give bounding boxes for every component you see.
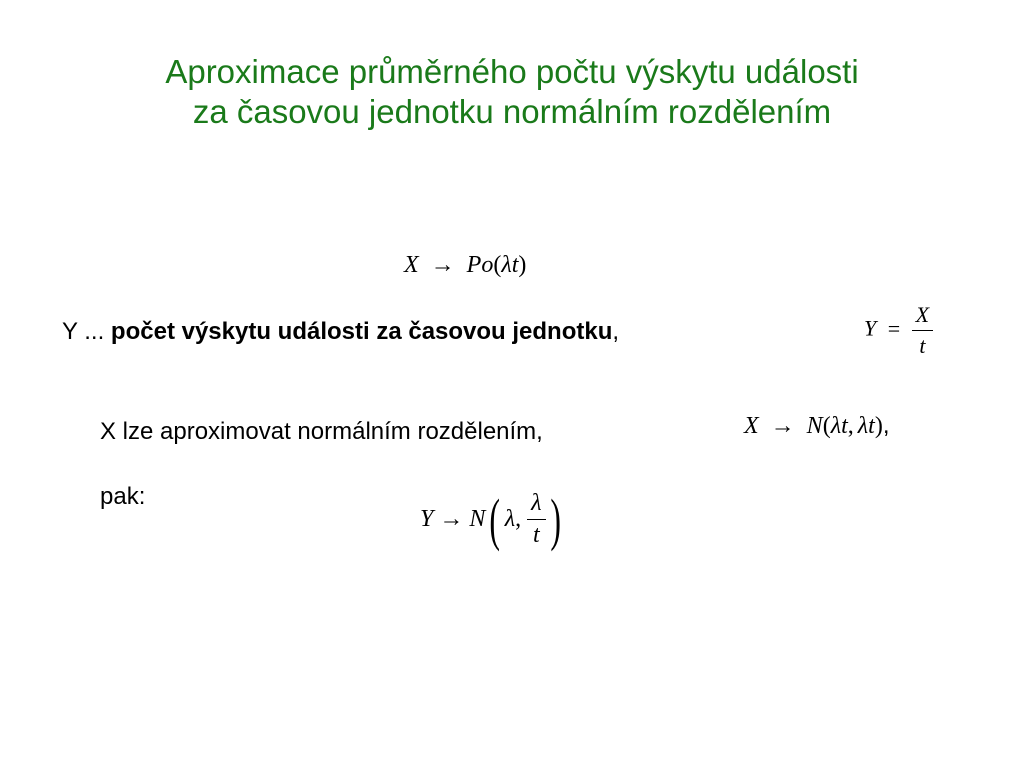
y-prefix: Y ... xyxy=(62,318,111,345)
x-eq-arg2: λt xyxy=(857,413,875,439)
final-arrow: → xyxy=(439,506,464,532)
eq1-open-paren: ( xyxy=(493,252,502,278)
final-arg1: λ xyxy=(504,506,516,532)
y-suffix: , xyxy=(612,318,620,345)
final-open-paren: ( xyxy=(489,486,501,552)
eq1-arg: λt xyxy=(501,252,519,278)
final-close-paren: ) xyxy=(549,486,561,552)
eq1-dist: Po xyxy=(466,252,494,278)
x-eq-sep: , xyxy=(847,413,854,439)
final-frac-den: t xyxy=(532,522,540,548)
normal-approx-equation xyxy=(744,412,889,440)
final-sep: , xyxy=(515,506,522,532)
x-eq-open-paren: ( xyxy=(822,413,831,439)
y-eq-lhs: Y xyxy=(864,315,877,341)
x-eq-trailing-comma: , xyxy=(882,412,890,439)
poisson-equation xyxy=(404,252,526,279)
title-line-2: za časovou jednotku normálním rozdělením xyxy=(192,93,832,130)
final-lhs: Y xyxy=(420,506,434,532)
eq1-close-paren: ) xyxy=(518,252,527,278)
x-eq-arg1: λt xyxy=(830,413,848,439)
y-eq-sign: = xyxy=(887,315,901,341)
y-frac-den: t xyxy=(919,333,926,358)
final-frac-num: λ xyxy=(527,490,545,520)
pak-text: pak: xyxy=(100,483,146,510)
eq1-lhs: X xyxy=(404,252,419,278)
slide-title xyxy=(0,52,1024,132)
y-definition xyxy=(62,318,619,346)
final-dist: N xyxy=(469,506,486,532)
title-line-1: Aproximace průměrného počtu výskytu události xyxy=(165,53,859,90)
y-equation xyxy=(864,302,933,359)
final-equation xyxy=(420,486,565,552)
y-frac-num: X xyxy=(912,302,933,331)
eq1-arrow: → xyxy=(430,252,455,278)
x-eq-lhs: X xyxy=(744,413,759,439)
final-fraction xyxy=(527,490,545,549)
y-bold-text: počet výskytu události za časovou jednotku xyxy=(110,318,613,345)
x-eq-dist: N xyxy=(806,413,823,439)
x-approx-text: X lze aproximovat normálním rozdělením, xyxy=(100,418,543,445)
x-eq-arrow: → xyxy=(770,413,795,439)
x-eq-close-paren: ) xyxy=(874,413,883,439)
y-fraction xyxy=(912,302,933,359)
